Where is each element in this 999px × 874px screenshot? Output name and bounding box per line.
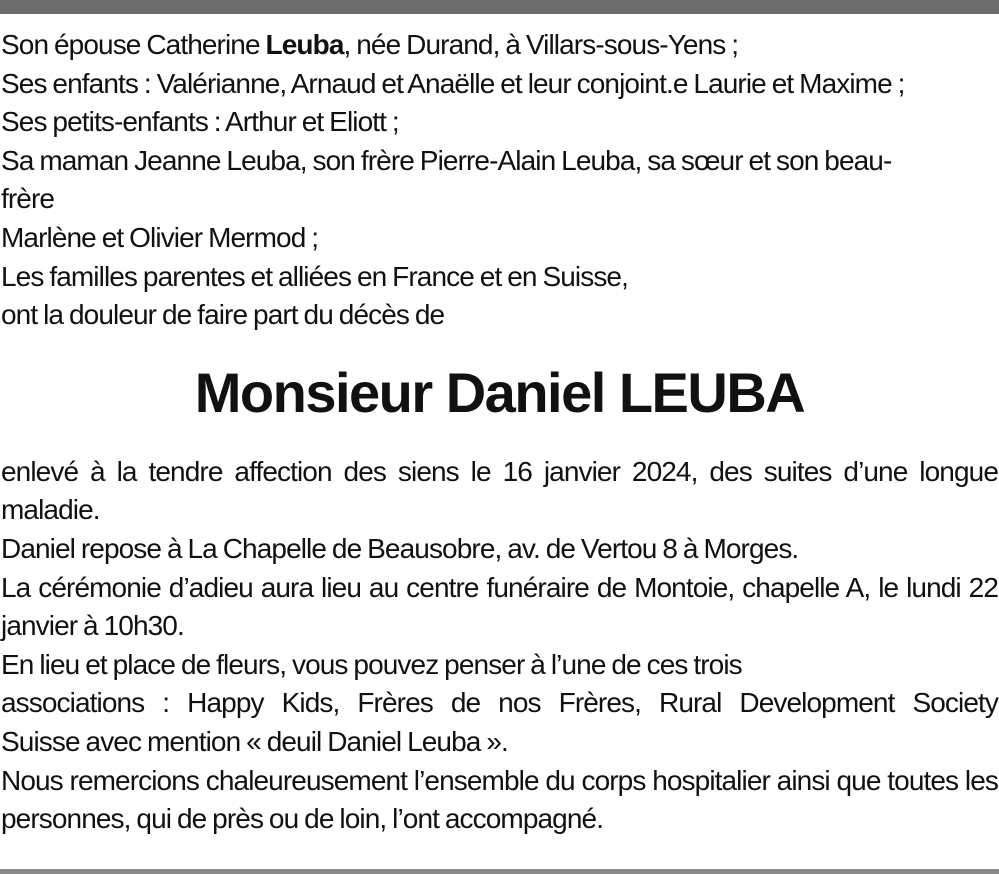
announcement-line: ont la douleur de faire part du décès de <box>1 299 445 331</box>
deceased-name: Monsieur Daniel LEUBA <box>194 360 805 424</box>
obituary-notice <box>1 26 998 839</box>
wife-suffix: , née Durand, à Villars-sous-Yens ; <box>343 29 739 60</box>
death-paragraph: enlevé à la tendre affection des siens le 16 janvier 2024, des suites d’une longue maladie. <box>1 455 998 526</box>
family-list <box>1 26 998 335</box>
wife-prefix: Son épouse Catherine <box>1 29 266 60</box>
sister-couple-line: Marlène et Olivier Mermod ; <box>1 221 319 253</box>
rest-place-paragraph: Daniel repose à La Chapelle de Beausobre, av. de Vertou 8 à Morges. <box>1 532 799 564</box>
wife-line <box>1 26 998 65</box>
bottom-divider <box>0 869 999 874</box>
flowers-mention-line: Suisse avec mention « deuil Daniel Leuba ». <box>1 725 508 757</box>
thanks-paragraph: Nous remercions chaleureusement l’ensemble du corps hospitalier ainsi que toutes les personnes, qui de près ou de loin, l’ont accompagné. <box>1 764 998 835</box>
grandchildren-line: Ses petits-enfants : Arthur et Eliott ; <box>1 106 399 138</box>
extended-families-line: Les familles parentes et alliées en France et en Suisse, <box>1 260 628 292</box>
children-line: Ses enfants : Valérianne, Arnaud et Anaëlle et leur conjoint.e Laurie et Maxime ; <box>1 67 905 99</box>
top-divider <box>0 0 999 14</box>
wife-surname: Leuba <box>265 29 344 60</box>
ceremony-paragraph: La cérémonie d’adieu aura lieu au centre funéraire de Montoie, chapelle A, le lundi 22 janvier à 10h30. <box>1 571 998 642</box>
flowers-associations-line: associations : Happy Kids, Frères de nos Frères, Rural Development Society <box>1 687 998 719</box>
mother-siblings-line: Sa maman Jeanne Leuba, son frère Pierre-Alain Leuba, sa sœur et son beau-frère <box>1 144 892 215</box>
notice-details <box>1 453 998 839</box>
flowers-intro-line: En lieu et place de fleurs, vous pouvez penser à l’une de ces trois <box>1 648 742 680</box>
